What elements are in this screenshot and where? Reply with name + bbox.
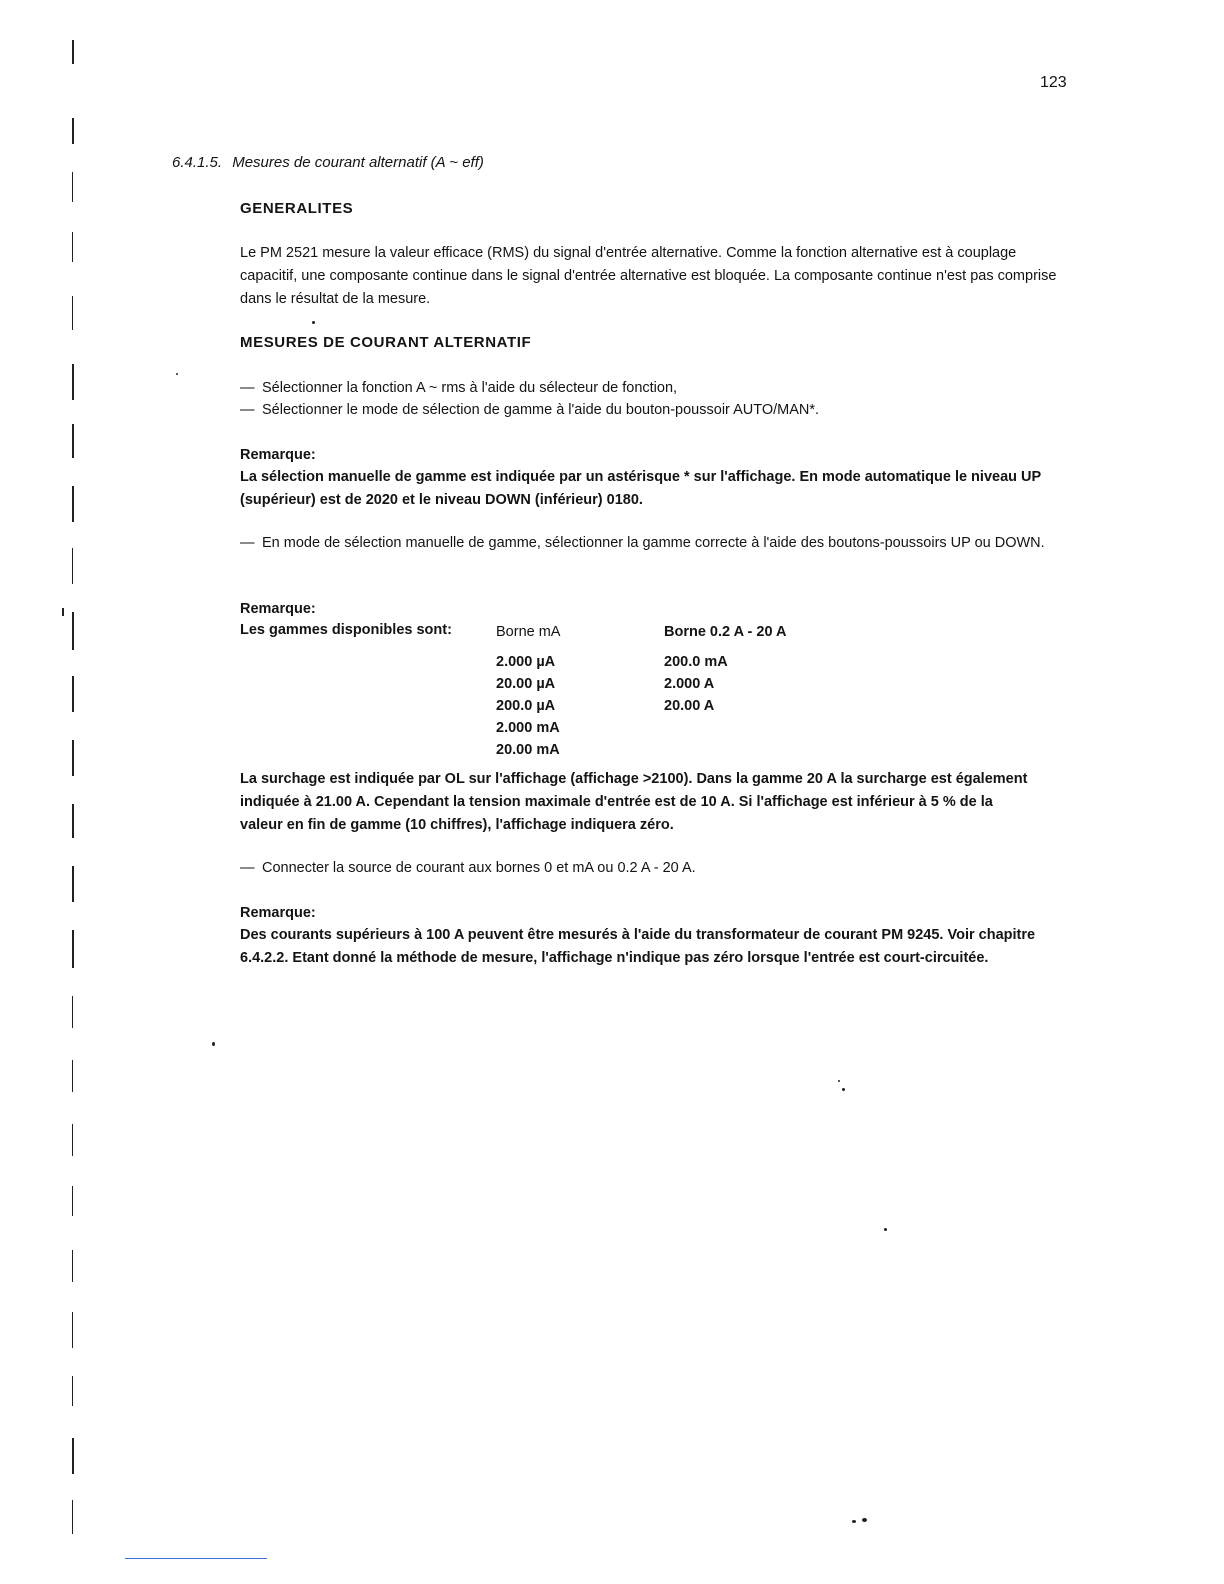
scan-edge-mark [72, 424, 74, 458]
scan-edge-mark [72, 118, 74, 144]
scan-edge-mark [72, 740, 74, 776]
scan-edge-mark [72, 548, 73, 584]
remark-label: Remarque: [240, 601, 316, 617]
remark-label: Remarque: [240, 447, 316, 463]
range-value: 2.000 mA [496, 720, 560, 736]
range-value: 20.00 A [664, 698, 715, 714]
scan-edge-mark [72, 676, 74, 712]
scan-speck [212, 1042, 215, 1046]
scan-edge-mark [72, 1250, 73, 1282]
scan-edge-mark [72, 364, 74, 400]
range-column-a [664, 621, 786, 717]
column-header: Borne mA [496, 624, 561, 640]
scan-speck [312, 321, 315, 324]
scan-speck [862, 1518, 867, 1522]
generalites-paragraph: Le PM 2521 mesure la valeur efficace (RMS) du signal d'entrée alternative. Comme la fonction alternative est à couplage capacitif, une composante continue dans le signal d'entrée alternative est bloquée. La composante continue n'est pas comprise dans le résultat de la mesure. [240, 245, 1057, 307]
scan-speck [838, 1080, 840, 1082]
scan-speck [852, 1520, 856, 1523]
remark-label: Remarque: [240, 905, 316, 921]
section-heading [172, 154, 484, 171]
scan-edge-mark [72, 232, 73, 262]
list-item: — Sélectionner la fonction A ~ rms à l'aide du sélecteur de fonction, [240, 377, 1070, 399]
range-value: 2.000 µA [496, 654, 556, 670]
scan-edge-mark [72, 804, 74, 838]
scan-edge-mark [72, 1438, 74, 1474]
remark-text: La sélection manuelle de gamme est indiquée par un astérisque * sur l'affichage. En mode automatique le niveau UP (supérieur) est de 2020 et le niveau DOWN (inférieur) 0180. [240, 469, 1041, 508]
section-title: Mesures de courant alternatif (A ~ eff) [232, 154, 484, 171]
scan-edge-mark [72, 1500, 73, 1534]
scan-edge-mark [72, 172, 73, 202]
scan-speck [884, 1228, 887, 1231]
ranges-label: Les gammes disponibles sont: [240, 622, 452, 638]
scan-edge-mark [72, 296, 73, 330]
range-value: 20.00 mA [496, 742, 560, 758]
mesures-heading: MESURES DE COURANT ALTERNATIF [240, 334, 532, 351]
scan-edge-mark [72, 1186, 73, 1216]
scan-speck [176, 373, 178, 375]
range-value: 2.000 A [664, 676, 715, 692]
manual-step [240, 532, 1070, 554]
generalites-heading: GENERALITES [240, 200, 354, 217]
list-item: — En mode de sélection manuelle de gamme, sélectionner la gamme correcte à l'aide des boutons-poussoirs UP ou DOWN. [240, 532, 1070, 554]
range-column-ma [496, 621, 560, 761]
scan-edge-mark [72, 866, 74, 902]
scan-edge-mark [72, 612, 74, 650]
scan-speck [842, 1088, 845, 1091]
scan-edge-mark [72, 1312, 73, 1348]
connect-step [240, 857, 1070, 879]
range-value: 20.00 µA [496, 676, 556, 692]
range-value: 200.0 µA [496, 698, 556, 714]
column-header: Borne 0.2 A - 20 A [664, 624, 787, 640]
scan-speck [62, 608, 64, 616]
list-item: — Sélectionner le mode de sélection de gamme à l'aide du bouton-poussoir AUTO/MAN*. [240, 399, 1070, 421]
scan-edge-mark [72, 1060, 73, 1092]
remark-text: Des courants supérieurs à 100 A peuvent être mesurés à l'aide du transformateur de courant PM 9245. Voir chapitre 6.4.2.2. Etant donné la méthode de mesure, l'affichage n'indique pas zéro lorsque l'entrée est court-circuitée. [240, 927, 1036, 966]
scan-edge-mark [72, 996, 73, 1028]
range-value: 200.0 mA [664, 654, 728, 670]
scan-edge-mark [72, 1124, 73, 1156]
scan-edge-mark [72, 930, 74, 968]
scan-edge-mark [72, 1376, 73, 1406]
mesures-steps [240, 377, 1070, 421]
section-number: 6.4.1.5. [172, 154, 223, 171]
scan-edge-mark [72, 486, 74, 522]
footer-rule [125, 1558, 267, 1559]
page-number: 123 [1040, 74, 1067, 91]
list-item: — Connecter la source de courant aux bornes 0 et mA ou 0.2 A - 20 A. [240, 857, 1070, 879]
scan-edge-mark [72, 40, 74, 64]
overload-paragraph: La surchage est indiquée par OL sur l'affichage (affichage >2100). Dans la gamme 20 A la surcharge est également indiquée à 21.00 A. Cependant la tension maximale d'entrée est de 10 A. Si l'affichage est inférieur à 5 % de la valeur en fin de gamme (10 chiffres), l'affichage indiquera zéro. [240, 771, 1028, 833]
